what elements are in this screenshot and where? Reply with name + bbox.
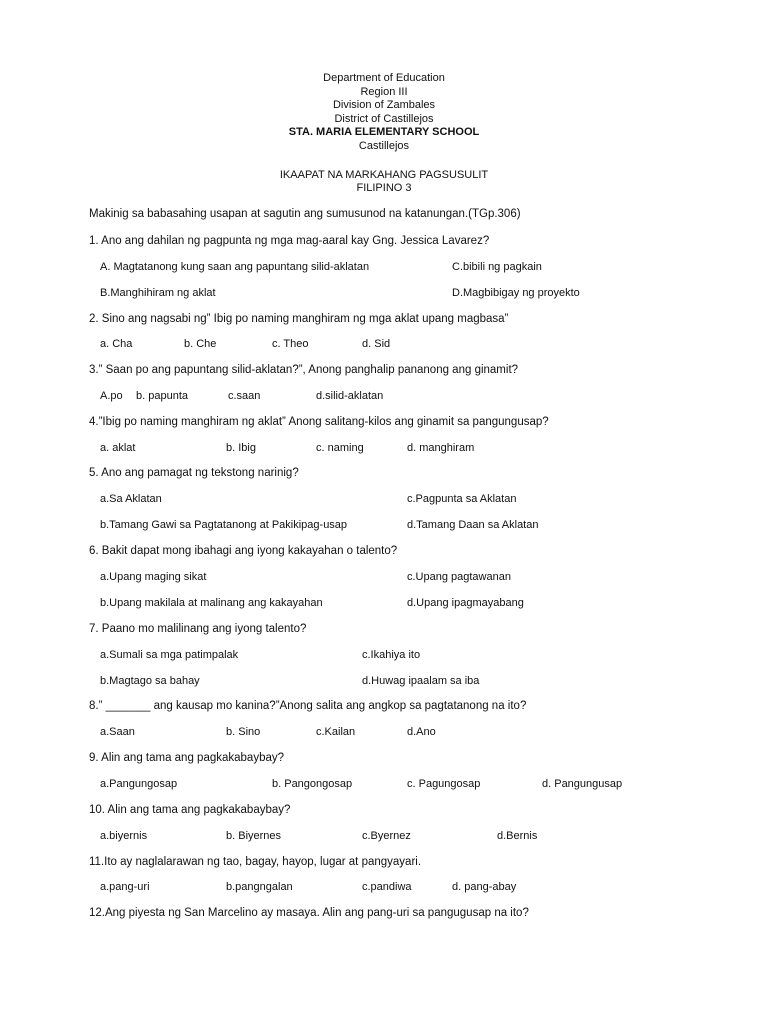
document-header [0,72,768,154]
answer-choice: a.pang-uri [100,881,150,893]
answer-choice: a. Cha [100,338,133,350]
question-4: 4.”Ibig po naming manghiram ng aklat” Anong salitang-kilos ang ginamit sa pangungusap? [89,416,549,428]
question-12: 12.Ang piyesta ng San Marcelino ay masaya. Alin ang pang-uri sa pangugusap na ito? [89,907,529,919]
answer-choice: b. Che [184,338,217,350]
answer-choice: b.Magtago sa bahay [100,675,200,687]
answer-choice: d. Pangungusap [542,778,623,790]
question-11: 11.Ito ay naglalarawan ng tao, bagay, hayop, lugar at pangyayari. [89,856,422,868]
question-6: 6. Bakit dapat mong ibahagi ang iyong kakayahan o talento? [89,545,398,557]
answer-choice: c.Ikahiya ito [362,649,421,661]
answer-choice: b. Pangongosap [272,778,353,790]
answer-choice: b. papunta [136,390,188,402]
answer-choice: c.saan [228,390,261,402]
header-town: Castillejos [358,139,410,152]
answer-choice: d. manghiram [407,442,475,454]
answer-choice: a.Sumali sa mga patimpalak [100,649,239,661]
answer-choice: b. Sino [226,726,261,738]
header-division: Division of Zambales [332,99,436,112]
question-1: 1. Ano ang dahilan ng pagpunta ng mga mag-aaral kay Gng. Jessica Lavarez? [89,235,490,247]
question-5: 5. Ano ang pamagat ng tekstong narinig? [89,467,299,479]
question-8: 8.” _______ ang kausap mo kanina?”Anong salita ang angkop sa pagtatanong na ito? [89,700,527,712]
answer-choice: a.Sa Aklatan [100,493,162,505]
header-region: Region III [360,85,408,98]
header-school: STA. MARIA ELEMENTARY SCHOOL [288,126,480,139]
answer-choice: d.Tamang Daan sa Aklatan [407,519,539,531]
exam-instructions: Makinig sa babasahing usapan at sagutin ang sumusunod na katanungan.(TGp.306) [89,208,521,220]
answer-choice: c. Theo [272,338,309,350]
answer-choice: c. Pagungosap [407,778,481,790]
header-department: Department of Education [323,72,445,84]
answer-choice: c.Upang pagtawanan [407,571,511,583]
exam-title-block [0,169,768,195]
answer-choice: d. pang-abay [452,881,517,893]
answer-choice: c.Pagpunta sa Aklatan [407,493,517,505]
answer-choice: b. Ibig [226,442,256,454]
answer-choice: a.Pangungosap [100,778,178,790]
answer-choice: b.Tamang Gawi sa Pagtatanong at Pakikipag-usap [100,519,348,531]
question-2: 2. Sino ang nagsabi ng” Ibig po naming manghiram ng mga aklat upang magbasa” [89,313,509,325]
answer-choice: d.Upang ipagmayabang [407,597,524,609]
answer-choice: A. Magtatanong kung saan ang papuntang silid-aklatan [100,261,370,273]
question-9: 9. Alin ang tama ang pagkakabaybay? [89,752,285,764]
answer-choice: d.Huwag ipaalam sa iba [362,675,480,687]
answer-choice: b.Upang makilala at malinang ang kakayahan [100,597,323,609]
question-10: 10. Alin ang tama ang pagkakabaybay? [89,804,291,816]
answer-choice: C.bibili ng pagkain [452,261,542,273]
answer-choice: d.silid-aklatan [316,390,384,402]
question-7: 7. Paano mo malilinang ang iyong talento? [89,623,307,635]
answer-choice: c.Kailan [316,726,356,738]
answer-choice: c. naming [316,442,364,454]
exam-title: IKAAPAT NA MARKAHANG PAGSUSULIT [279,169,489,181]
answer-choice: a. aklat [100,442,136,454]
question-3: 3.” Saan po ang papuntang silid-aklatan?”, Anong panghalip pananong ang ginamit? [89,364,519,376]
header-district: District of Castillejos [334,112,434,125]
answer-choice: c.Byernez [362,830,411,842]
answer-choice: a.Upang maging sikat [100,571,207,583]
answer-choice: A.po [100,390,123,402]
answer-choice: d.Ano [407,726,436,738]
answer-choice: B.Manghihiram ng aklat [100,287,216,299]
answer-choice: a.Saan [100,726,135,738]
answer-choice: D.Magbibigay ng proyekto [452,287,580,299]
answer-choice: a.biyernis [100,830,148,842]
answer-choice: d. Sid [362,338,391,350]
answer-choice: c.pandiwa [362,881,412,893]
exam-subject: FILIPINO 3 [356,182,412,194]
answer-choice: b.pangngalan [226,881,293,893]
answer-choice: b. Biyernes [226,830,282,842]
answer-choice: d.Bernis [497,830,538,842]
